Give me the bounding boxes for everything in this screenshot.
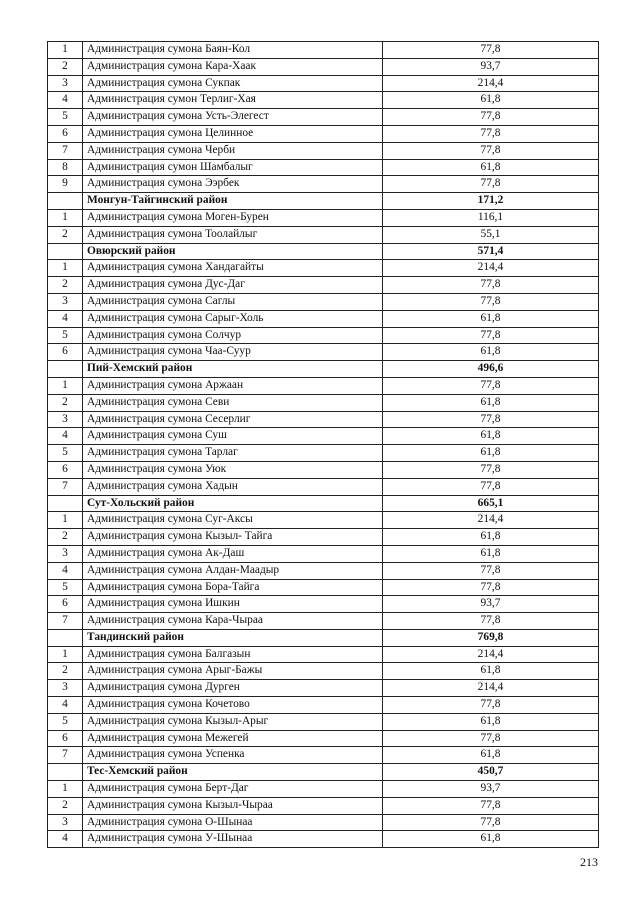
table-row bbox=[48, 109, 599, 126]
administration-name: Администрация сумона Дус-Даг bbox=[83, 277, 383, 294]
row-number: 7 bbox=[48, 613, 83, 630]
amount-value: 214,4 bbox=[383, 75, 599, 92]
amount-value: 55,1 bbox=[383, 226, 599, 243]
row-number: 2 bbox=[48, 797, 83, 814]
table-row bbox=[48, 831, 599, 848]
district-total: 171,2 bbox=[383, 193, 599, 210]
table-row bbox=[48, 428, 599, 445]
administration-name: Администрация сумона Хадын bbox=[83, 478, 383, 495]
amount-value: 77,8 bbox=[383, 579, 599, 596]
table-row bbox=[48, 663, 599, 680]
table-row bbox=[48, 209, 599, 226]
table-row bbox=[48, 579, 599, 596]
district-number-cell bbox=[48, 361, 83, 378]
row-number: 2 bbox=[48, 394, 83, 411]
table-row bbox=[48, 394, 599, 411]
amount-value: 61,8 bbox=[383, 663, 599, 680]
administration-name: Администрация сумона Сесерлиг bbox=[83, 411, 383, 428]
row-number: 4 bbox=[48, 697, 83, 714]
administration-name: Администрация сумона Межегей bbox=[83, 730, 383, 747]
amount-value: 77,8 bbox=[383, 125, 599, 142]
administration-name: Администрация сумона Берт-Даг bbox=[83, 781, 383, 798]
administration-name: Администрация сумона Ак-Даш bbox=[83, 545, 383, 562]
row-number: 2 bbox=[48, 529, 83, 546]
amount-value: 77,8 bbox=[383, 411, 599, 428]
row-number: 7 bbox=[48, 478, 83, 495]
row-number: 6 bbox=[48, 461, 83, 478]
row-number: 3 bbox=[48, 680, 83, 697]
amount-value: 61,8 bbox=[383, 92, 599, 109]
administration-name: Администрация сумона Чаа-Суур bbox=[83, 344, 383, 361]
row-number: 5 bbox=[48, 445, 83, 462]
budget-table bbox=[47, 41, 599, 848]
administration-name: Администрация сумона Успенка bbox=[83, 747, 383, 764]
amount-value: 214,4 bbox=[383, 680, 599, 697]
administration-name: Администрация сумона Бора-Тайга bbox=[83, 579, 383, 596]
row-number: 1 bbox=[48, 377, 83, 394]
row-number: 3 bbox=[48, 293, 83, 310]
district-number-cell bbox=[48, 193, 83, 210]
administration-name: Администрация сумона Дурген bbox=[83, 680, 383, 697]
administration-name: Администрация сумона У-Шынаа bbox=[83, 831, 383, 848]
row-number: 1 bbox=[48, 260, 83, 277]
amount-value: 77,8 bbox=[383, 293, 599, 310]
row-number: 2 bbox=[48, 58, 83, 75]
amount-value: 77,8 bbox=[383, 176, 599, 193]
row-number: 1 bbox=[48, 42, 83, 59]
table-row bbox=[48, 461, 599, 478]
row-number: 8 bbox=[48, 159, 83, 176]
district-total: 769,8 bbox=[383, 629, 599, 646]
administration-name: Администрация сумона Ишкин bbox=[83, 596, 383, 613]
administration-name: Администрация сумона Суш bbox=[83, 428, 383, 445]
administration-name: Администрация сумона Баян-Кол bbox=[83, 42, 383, 59]
district-total: 450,7 bbox=[383, 764, 599, 781]
table-row bbox=[48, 377, 599, 394]
table-row bbox=[48, 344, 599, 361]
amount-value: 77,8 bbox=[383, 814, 599, 831]
table-row bbox=[48, 260, 599, 277]
table-row bbox=[48, 545, 599, 562]
district-total: 571,4 bbox=[383, 243, 599, 260]
row-number: 5 bbox=[48, 579, 83, 596]
table-row bbox=[48, 797, 599, 814]
row-number: 7 bbox=[48, 747, 83, 764]
table-row bbox=[48, 411, 599, 428]
amount-value: 77,8 bbox=[383, 142, 599, 159]
table-row bbox=[48, 58, 599, 75]
table-row bbox=[48, 142, 599, 159]
row-number: 6 bbox=[48, 125, 83, 142]
table-row bbox=[48, 293, 599, 310]
district-name: Сут-Хольский район bbox=[83, 495, 383, 512]
administration-name: Администрация сумона Сукпак bbox=[83, 75, 383, 92]
district-total: 496,6 bbox=[383, 361, 599, 378]
table-row bbox=[48, 277, 599, 294]
table-row bbox=[48, 596, 599, 613]
row-number: 6 bbox=[48, 730, 83, 747]
table-row bbox=[48, 747, 599, 764]
administration-name: Администрация сумона Кочетово bbox=[83, 697, 383, 714]
table-row bbox=[48, 226, 599, 243]
amount-value: 77,8 bbox=[383, 277, 599, 294]
amount-value: 61,8 bbox=[383, 394, 599, 411]
amount-value: 214,4 bbox=[383, 512, 599, 529]
administration-name: Администрация сумона Хандагайты bbox=[83, 260, 383, 277]
table-row bbox=[48, 42, 599, 59]
administration-name: Администрация сумона Солчур bbox=[83, 327, 383, 344]
table-row bbox=[48, 327, 599, 344]
row-number: 3 bbox=[48, 814, 83, 831]
amount-value: 93,7 bbox=[383, 58, 599, 75]
district-row bbox=[48, 361, 599, 378]
district-number-cell bbox=[48, 495, 83, 512]
administration-name: Администрация сумона Тоолайлыг bbox=[83, 226, 383, 243]
row-number: 3 bbox=[48, 545, 83, 562]
table-row bbox=[48, 445, 599, 462]
table-row bbox=[48, 478, 599, 495]
amount-value: 61,8 bbox=[383, 747, 599, 764]
table-row bbox=[48, 125, 599, 142]
row-number: 4 bbox=[48, 562, 83, 579]
district-name: Тес-Хемский район bbox=[83, 764, 383, 781]
table-row bbox=[48, 562, 599, 579]
row-number: 1 bbox=[48, 781, 83, 798]
amount-value: 116,1 bbox=[383, 209, 599, 226]
row-number: 2 bbox=[48, 226, 83, 243]
administration-name: Администрация сумона Тарлаг bbox=[83, 445, 383, 462]
row-number: 4 bbox=[48, 428, 83, 445]
amount-value: 77,8 bbox=[383, 562, 599, 579]
row-number: 3 bbox=[48, 411, 83, 428]
table-row bbox=[48, 512, 599, 529]
administration-name: Администрация сумона Севи bbox=[83, 394, 383, 411]
amount-value: 77,8 bbox=[383, 797, 599, 814]
administration-name: Администрация сумона Моген-Бурен bbox=[83, 209, 383, 226]
row-number: 6 bbox=[48, 596, 83, 613]
amount-value: 61,8 bbox=[383, 831, 599, 848]
page-number: 213 bbox=[580, 855, 598, 869]
row-number: 4 bbox=[48, 92, 83, 109]
administration-name: Администрация сумона Саглы bbox=[83, 293, 383, 310]
amount-value: 61,8 bbox=[383, 428, 599, 445]
table-row bbox=[48, 697, 599, 714]
administration-name: Администрация сумона О-Шынаа bbox=[83, 814, 383, 831]
administration-name: Администрация сумон Терлиг-Хая bbox=[83, 92, 383, 109]
amount-value: 93,7 bbox=[383, 781, 599, 798]
district-row bbox=[48, 764, 599, 781]
district-row bbox=[48, 243, 599, 260]
district-name: Пий-Хемский район bbox=[83, 361, 383, 378]
district-row bbox=[48, 629, 599, 646]
administration-name: Администрация сумона Алдан-Маадыр bbox=[83, 562, 383, 579]
administration-name: Администрация сумона Целинное bbox=[83, 125, 383, 142]
district-name: Монгун-Тайгинский район bbox=[83, 193, 383, 210]
row-number: 4 bbox=[48, 831, 83, 848]
district-number-cell bbox=[48, 629, 83, 646]
row-number: 7 bbox=[48, 142, 83, 159]
row-number: 1 bbox=[48, 512, 83, 529]
row-number: 5 bbox=[48, 109, 83, 126]
administration-name: Администрация сумона Ээрбек bbox=[83, 176, 383, 193]
administration-name: Администрация сумона Черби bbox=[83, 142, 383, 159]
administration-name: Администрация сумона Балгазын bbox=[83, 646, 383, 663]
amount-value: 61,8 bbox=[383, 713, 599, 730]
amount-value: 93,7 bbox=[383, 596, 599, 613]
district-number-cell bbox=[48, 243, 83, 260]
amount-value: 77,8 bbox=[383, 42, 599, 59]
row-number: 4 bbox=[48, 310, 83, 327]
amount-value: 61,8 bbox=[383, 344, 599, 361]
row-number: 1 bbox=[48, 209, 83, 226]
table-row bbox=[48, 529, 599, 546]
amount-value: 214,4 bbox=[383, 646, 599, 663]
amount-value: 61,8 bbox=[383, 159, 599, 176]
row-number: 1 bbox=[48, 646, 83, 663]
amount-value: 77,8 bbox=[383, 461, 599, 478]
district-name: Тандинский район bbox=[83, 629, 383, 646]
amount-value: 61,8 bbox=[383, 445, 599, 462]
table-row bbox=[48, 310, 599, 327]
row-number: 5 bbox=[48, 713, 83, 730]
administration-name: Администрация сумона Кара-Хаак bbox=[83, 58, 383, 75]
administration-name: Администрация сумона Аржаан bbox=[83, 377, 383, 394]
amount-value: 77,8 bbox=[383, 478, 599, 495]
amount-value: 77,8 bbox=[383, 730, 599, 747]
row-number: 9 bbox=[48, 176, 83, 193]
district-number-cell bbox=[48, 764, 83, 781]
administration-name: Администрация сумона Кызыл- Тайга bbox=[83, 529, 383, 546]
amount-value: 77,8 bbox=[383, 697, 599, 714]
amount-value: 77,8 bbox=[383, 377, 599, 394]
table-row bbox=[48, 814, 599, 831]
district-total: 665,1 bbox=[383, 495, 599, 512]
amount-value: 61,8 bbox=[383, 545, 599, 562]
row-number: 2 bbox=[48, 663, 83, 680]
amount-value: 214,4 bbox=[383, 260, 599, 277]
table-row bbox=[48, 176, 599, 193]
district-name: Овюрский район bbox=[83, 243, 383, 260]
administration-name: Администрация сумона Кызыл-Чыраа bbox=[83, 797, 383, 814]
district-row bbox=[48, 495, 599, 512]
row-number: 2 bbox=[48, 277, 83, 294]
amount-value: 77,8 bbox=[383, 327, 599, 344]
amount-value: 61,8 bbox=[383, 310, 599, 327]
row-number: 5 bbox=[48, 327, 83, 344]
table-row bbox=[48, 713, 599, 730]
amount-value: 77,8 bbox=[383, 109, 599, 126]
administration-name: Администрация сумона Усть-Элегест bbox=[83, 109, 383, 126]
administration-name: Администрация сумона Суг-Аксы bbox=[83, 512, 383, 529]
row-number: 3 bbox=[48, 75, 83, 92]
table-row bbox=[48, 646, 599, 663]
table-row bbox=[48, 159, 599, 176]
row-number: 6 bbox=[48, 344, 83, 361]
amount-value: 61,8 bbox=[383, 529, 599, 546]
district-row bbox=[48, 193, 599, 210]
administration-name: Администрация сумон Шамбалыг bbox=[83, 159, 383, 176]
table-row bbox=[48, 730, 599, 747]
administration-name: Администрация сумона Кызыл-Арыг bbox=[83, 713, 383, 730]
amount-value: 77,8 bbox=[383, 613, 599, 630]
administration-name: Администрация сумона Уюк bbox=[83, 461, 383, 478]
table-row bbox=[48, 92, 599, 109]
table-row bbox=[48, 613, 599, 630]
table-row bbox=[48, 680, 599, 697]
administration-name: Администрация сумона Сарыг-Холь bbox=[83, 310, 383, 327]
table-row bbox=[48, 75, 599, 92]
administration-name: Администрация сумона Арыг-Бажы bbox=[83, 663, 383, 680]
administration-name: Администрация сумона Кара-Чыраа bbox=[83, 613, 383, 630]
table-row bbox=[48, 781, 599, 798]
